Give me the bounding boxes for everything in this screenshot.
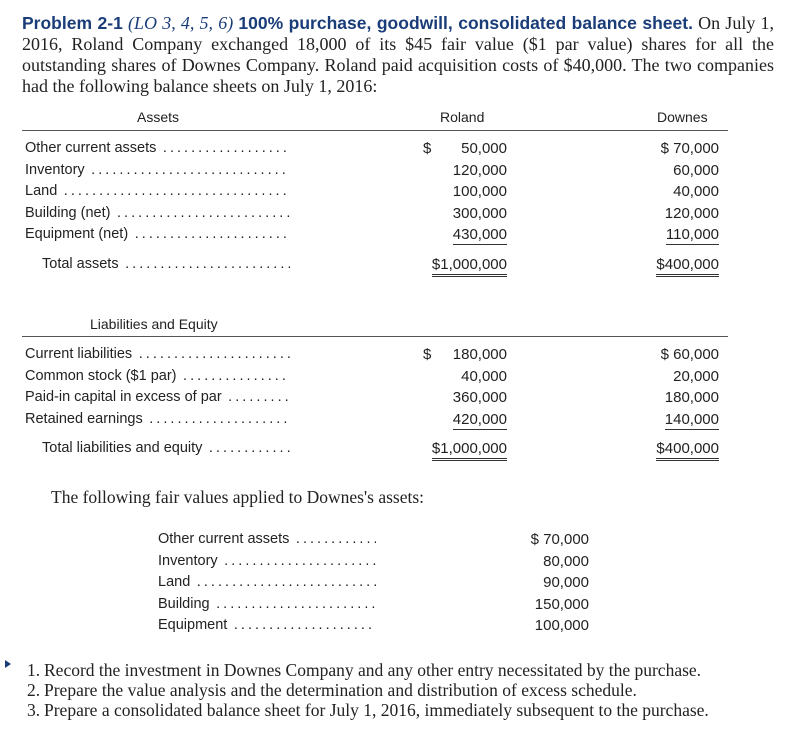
liability-downes-value: $ 60,000	[660, 346, 719, 363]
liability-roland	[453, 389, 507, 406]
total-assets-roland	[432, 256, 507, 273]
problem-heading: 100% purchase, goodwill, consolidated balance sheet.	[238, 13, 693, 33]
liability-row-label	[25, 411, 290, 427]
problem-body: On July 1, 2016, Roland Company exchanged 18,000 of its $45 fair value ($1 par value) shares for all the outstanding shares of Downes Company. Roland paid acquisition costs of $40,000. The two companies had the following balance sheets on July 1, 2016:	[22, 13, 774, 96]
asset-roland	[453, 226, 507, 243]
liability-row-label-text: Current liabilities	[25, 346, 135, 362]
fair-value-label-text: Building	[158, 596, 213, 612]
fair-value-amount-value: 80,000	[543, 552, 589, 570]
asset-downes	[673, 162, 719, 179]
problem-number: Problem 2-1	[22, 13, 123, 33]
total-liabilities-label-text: Total liabilities and equity	[42, 440, 205, 456]
liability-row-label	[25, 368, 290, 384]
question-item	[22, 700, 728, 720]
liability-roland	[453, 411, 507, 428]
total-assets-downes-value: $400,000	[656, 256, 719, 277]
fair-value-label	[158, 553, 376, 569]
liability-row-label-text: Common stock ($1 par)	[25, 368, 180, 384]
total-liabilities-roland	[432, 440, 507, 457]
fair-value-label-text: Equipment	[158, 617, 230, 633]
liability-downes	[661, 346, 719, 363]
fair-value-amount-value: 90,000	[543, 574, 589, 591]
asset-row-label-text: Inventory	[25, 162, 88, 178]
fair-value-label-text: Inventory	[158, 553, 221, 569]
asset-downes	[665, 205, 719, 222]
fair-value-label-text: Land	[158, 574, 193, 590]
fair-value-amount-value: 150,000	[534, 595, 589, 613]
total-assets-roland-value: $1,000,000	[432, 256, 507, 277]
liability-row-label	[25, 389, 290, 405]
learning-objectives: (LO 3, 4, 5, 6)	[128, 13, 234, 33]
fair-value-amount	[543, 553, 589, 570]
asset-row-label-text: Other current assets	[25, 140, 159, 156]
asset-roland-value: 300,000	[452, 204, 507, 222]
asset-row-label	[25, 140, 290, 156]
roland-dollar-sign: $	[423, 346, 432, 363]
question-list	[22, 660, 728, 720]
asset-roland-value: 430,000	[452, 226, 507, 243]
roland-dollar-sign: $	[423, 140, 432, 157]
fair-value-amount	[535, 596, 589, 613]
asset-row-label-text: Land	[25, 183, 60, 199]
question-item	[22, 680, 728, 700]
asset-row-label-text: Equipment (net)	[25, 226, 131, 242]
asset-downes	[673, 183, 719, 200]
fair-value-label	[158, 596, 376, 612]
liability-downes-value: 180,000	[664, 389, 719, 406]
roland-column-header: Roland	[440, 109, 485, 125]
asset-downes	[666, 226, 719, 243]
asset-row-label	[25, 162, 290, 178]
total-liabilities-downes	[656, 440, 719, 457]
fair-value-label	[158, 574, 376, 590]
assets-header: Assets	[137, 109, 180, 125]
question-text: Record the investment in Downes Company and any other entry necessitated by the purchase.	[44, 660, 702, 680]
asset-roland	[453, 162, 507, 179]
liability-roland-value: 40,000	[461, 367, 507, 385]
asset-roland	[453, 205, 507, 222]
asset-roland-value: 120,000	[452, 161, 507, 179]
asset-roland	[461, 140, 507, 157]
fair-value-amount	[543, 574, 589, 591]
total-liabilities-downes-value: $400,000	[656, 440, 719, 461]
asset-downes	[661, 140, 719, 157]
liabilities-header: Liabilities and Equity	[90, 316, 218, 332]
asset-row-label	[25, 183, 290, 199]
liability-row-label	[25, 346, 290, 362]
asset-downes-value: 60,000	[673, 161, 719, 179]
asset-roland-value: 100,000	[452, 183, 507, 200]
asset-downes-value: 110,000	[665, 226, 719, 243]
liability-row-label-text: Paid-in capital in excess of par	[25, 389, 225, 405]
question-text: Prepare a consolidated balance sheet for July 1, 2016, immediately subsequent to the purchase.	[44, 700, 709, 720]
total-assets-downes	[656, 256, 719, 273]
liability-downes	[673, 368, 719, 385]
asset-downes-value: $ 70,000	[660, 140, 719, 157]
liability-downes-value: 20,000	[673, 367, 719, 385]
liability-downes	[665, 411, 719, 428]
liability-roland	[453, 346, 507, 363]
liability-roland-value: 180,000	[452, 346, 507, 363]
fair-value-amount	[531, 531, 589, 548]
liability-roland-value: 420,000	[452, 410, 507, 428]
asset-downes-value: 120,000	[664, 204, 719, 222]
liability-row-label-text: Retained earnings	[25, 411, 146, 427]
question-item	[22, 660, 728, 680]
question-text: Prepare the value analysis and the determination and distribution of excess schedule.	[44, 680, 637, 700]
fair-value-amount-value: $ 70,000	[530, 531, 589, 548]
fair-value-label	[158, 531, 376, 547]
downes-column-header: Downes	[657, 109, 708, 125]
liability-roland	[461, 368, 507, 385]
fair-values-intro: The following fair values applied to Downes's assets:	[51, 487, 425, 507]
liability-downes	[665, 389, 719, 406]
fair-value-amount	[535, 617, 589, 634]
fair-value-label-text: Other current assets	[158, 531, 292, 547]
asset-downes-value: 40,000	[673, 183, 719, 200]
problem-intro	[22, 13, 774, 97]
question-number: 3.	[27, 700, 41, 720]
question-number: 1.	[27, 660, 41, 680]
question-number: 2.	[27, 680, 41, 700]
fair-value-label	[158, 617, 376, 633]
fair-value-amount-value: 100,000	[534, 617, 589, 634]
pointer-arrow-icon	[5, 660, 11, 668]
liability-roland-value: 360,000	[452, 389, 507, 406]
assets-header-rule	[22, 130, 728, 131]
total-liabilities-roland-value: $1,000,000	[432, 440, 507, 461]
asset-row-label	[25, 226, 290, 242]
total-assets-label	[42, 256, 290, 272]
total-liabilities-label	[42, 440, 290, 456]
liability-downes-value: 140,000	[664, 410, 719, 428]
asset-roland-value: 50,000	[461, 140, 507, 157]
asset-row-label	[25, 205, 290, 221]
asset-roland	[453, 183, 507, 200]
total-assets-label-text: Total assets	[42, 256, 122, 272]
asset-row-label-text: Building (net)	[25, 205, 113, 221]
liabilities-header-rule	[22, 336, 728, 337]
